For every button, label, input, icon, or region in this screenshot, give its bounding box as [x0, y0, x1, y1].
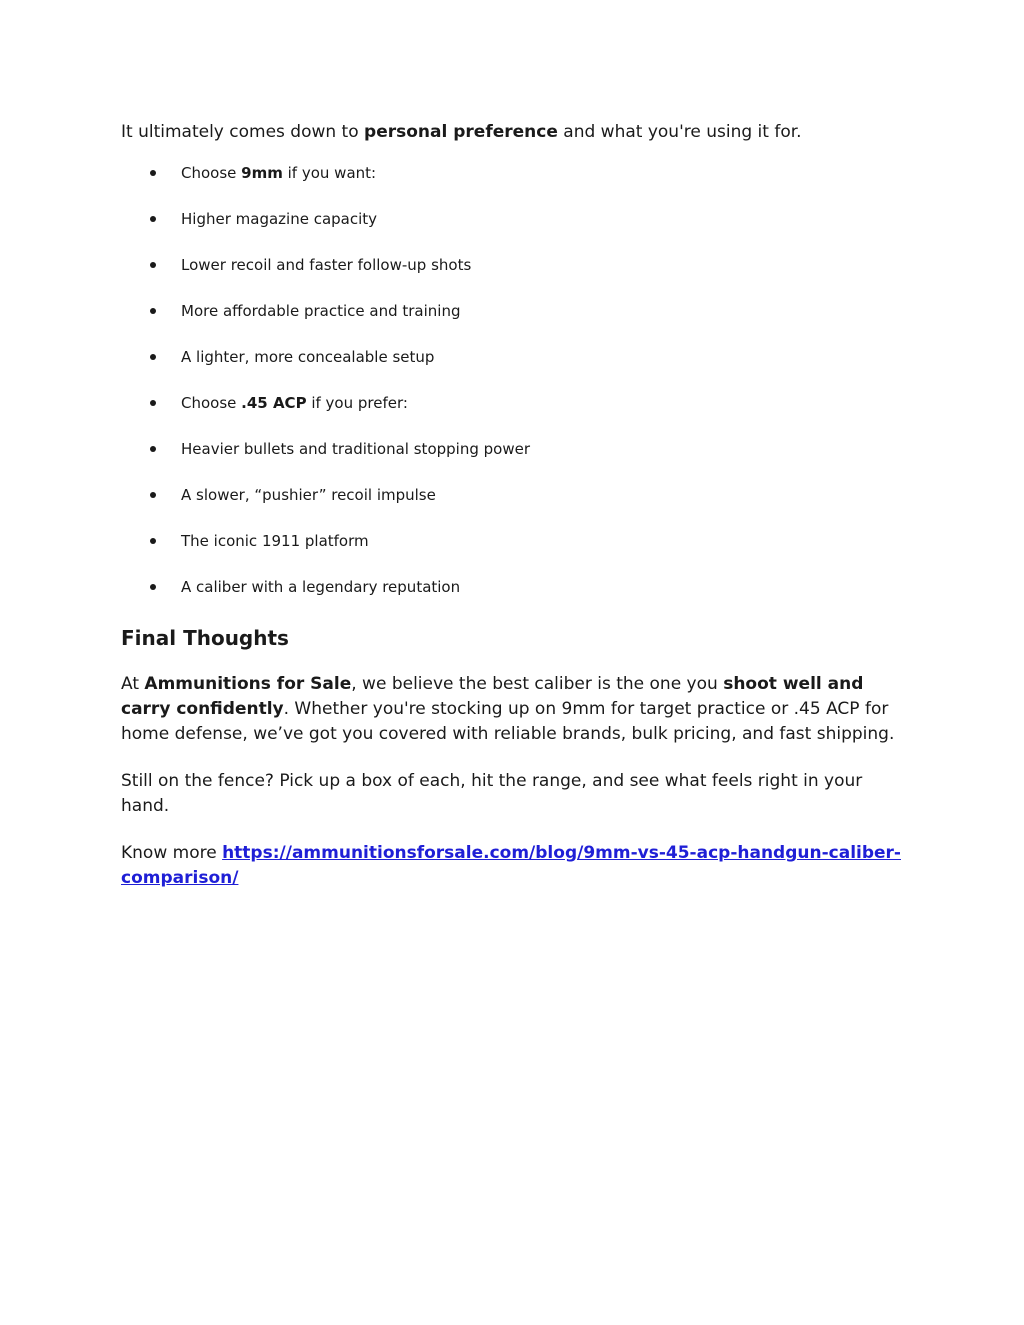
bullet-icon — [150, 262, 156, 268]
list-item-text-end: if you prefer: — [306, 394, 408, 412]
list-item-emphasis: .45 ACP — [241, 394, 307, 412]
list-item-text: Heavier bullets and traditional stopping power — [181, 440, 530, 458]
intro-emphasis: personal preference — [364, 122, 558, 142]
bullet-icon — [150, 584, 156, 590]
list-item — [121, 574, 901, 620]
list-item — [121, 298, 901, 344]
closing-text-end: . Whether you're stocking up on 9mm for target practice or .45 ACP for home defense, we’ve got you covered with reliable brands, bulk pricing, and fast shipping. — [121, 699, 895, 744]
closing-text-start: At — [121, 674, 145, 694]
closing-emphasis: shoot well and carry confidently — [121, 674, 864, 719]
list-item — [121, 206, 901, 252]
list-item — [121, 482, 901, 528]
list-item-text: A caliber with a legendary reputation — [181, 578, 461, 596]
list-item — [121, 390, 901, 436]
brand-name: Ammunitions for Sale — [144, 674, 352, 694]
bullet-icon — [150, 446, 156, 452]
list-item-text: Choose — [181, 394, 242, 412]
document-page — [121, 118, 901, 913]
list-item — [121, 344, 901, 390]
list-item-text: Lower recoil and faster follow-up shots — [181, 256, 472, 274]
list-item-text: A lighter, more concealable setup — [181, 348, 435, 366]
list-item — [121, 252, 901, 298]
bullet-icon — [150, 354, 156, 360]
choice-list — [121, 160, 901, 620]
intro-text-start: It ultimately comes down to — [121, 122, 365, 142]
intro-paragraph — [121, 118, 901, 146]
list-item-text: Choose — [181, 164, 242, 182]
list-item-emphasis: 9mm — [241, 164, 283, 182]
list-item-text-end: if you want: — [282, 164, 377, 182]
bullet-icon — [150, 492, 156, 498]
article-link[interactable]: https://ammunitionsforsale.com/blog/9mm-vs-45-acp-handgun-caliber-comparison/ — [121, 843, 901, 888]
bullet-icon — [150, 308, 156, 314]
fence-paragraph: Still on the fence? Pick up a box of each, hit the range, and see what feels right in your hand. — [121, 771, 863, 816]
list-item — [121, 528, 901, 574]
list-item — [121, 436, 901, 482]
closing-text-middle: , we believe the best caliber is the one you — [351, 674, 724, 694]
list-item-text: A slower, “pushier” recoil impulse — [181, 486, 436, 504]
bullet-icon — [150, 216, 156, 222]
bullet-icon — [150, 400, 156, 406]
list-item-text: The iconic 1911 platform — [181, 532, 369, 550]
intro-text-end: and what you're using it for. — [557, 122, 802, 142]
list-item — [121, 160, 901, 206]
know-more-paragraph — [121, 841, 901, 891]
list-item-text: Higher magazine capacity — [181, 210, 378, 228]
list-item-text: More affordable practice and training — [181, 302, 461, 320]
closing-paragraph — [121, 672, 901, 747]
bullet-icon — [150, 538, 156, 544]
bullet-icon — [150, 170, 156, 176]
section-heading: Final Thoughts — [121, 626, 289, 650]
know-more-label: Know more — [121, 843, 223, 863]
